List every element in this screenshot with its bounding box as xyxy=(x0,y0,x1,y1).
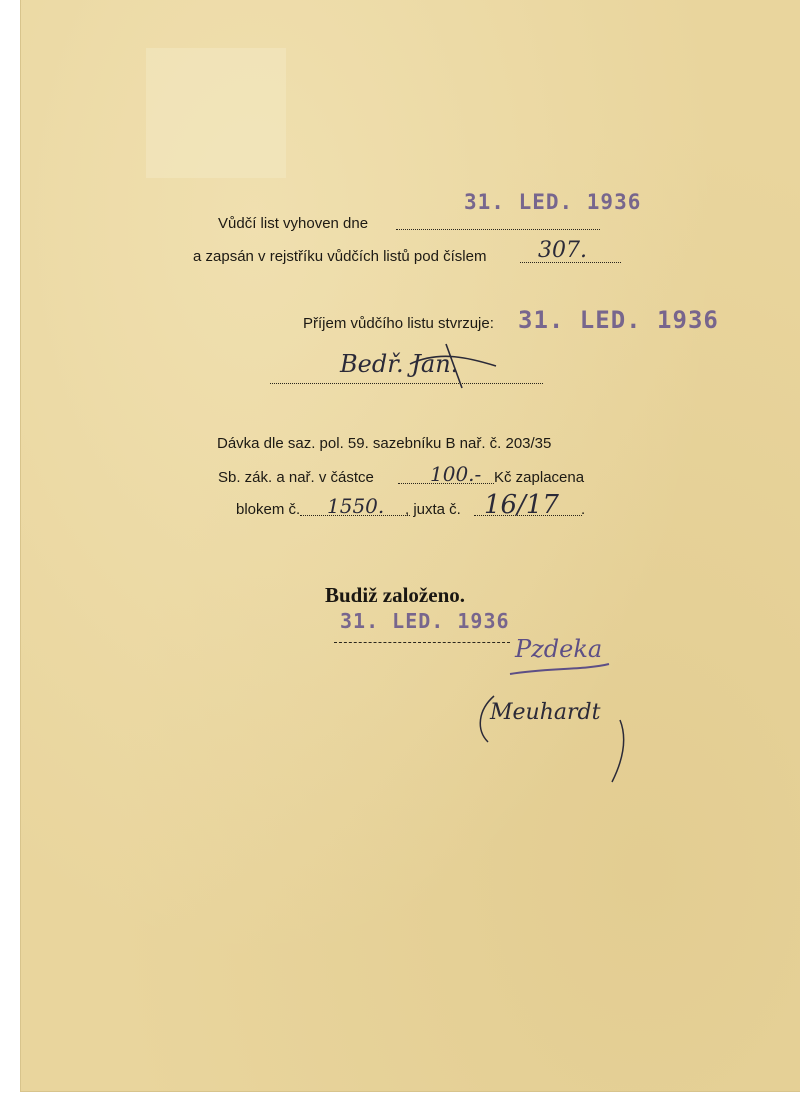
fee-line-1: Dávka dle saz. pol. 59. sazebníku B nař. č. 203/35 xyxy=(217,435,552,452)
receipt-label: Příjem vůdčího listu stvrzuje: xyxy=(303,315,494,332)
fee-line-3-prefix: blokem č. xyxy=(236,501,301,518)
official-signature-underline xyxy=(505,660,615,680)
register-number: 307. xyxy=(538,238,587,263)
second-signature-stroke xyxy=(470,690,640,790)
fee-line-2-prefix: Sb. zák. a nař. v částce xyxy=(218,469,374,486)
paper-stain xyxy=(146,48,286,178)
second-signature: Meuhardt xyxy=(490,700,601,725)
fee-line-3-end: . xyxy=(581,501,586,518)
block-number: 1550. xyxy=(327,494,385,518)
issued-date-stamp: 31. LED. 1936 xyxy=(464,190,642,214)
document-page xyxy=(20,0,800,1092)
fee-amount: 100.- xyxy=(430,462,482,486)
fee-line-3-mid: , juxta č. xyxy=(405,501,461,518)
issued-dotted-line xyxy=(396,229,600,230)
receipt-date-stamp: 31. LED. 1936 xyxy=(518,306,719,334)
filing-line xyxy=(334,642,510,643)
register-label: a zapsán v rejstříku vůdčích listů pod číslem xyxy=(193,248,487,265)
issued-label: Vůdčí list vyhoven dne xyxy=(218,215,369,232)
official-signature: Pzdeka xyxy=(515,635,603,663)
fee-line-2-suffix: Kč zaplacena xyxy=(494,469,585,486)
receiver-signature-stroke xyxy=(270,340,550,400)
signature-dotted-line xyxy=(270,383,543,384)
filing-date-stamp: 31. LED. 1936 xyxy=(340,609,510,633)
juxta-number: 16/17 xyxy=(484,490,559,520)
heading-budiz-zalozeno: Budiž založeno. xyxy=(325,583,465,607)
receiver-signature: Bedř. Jan. xyxy=(340,350,459,378)
